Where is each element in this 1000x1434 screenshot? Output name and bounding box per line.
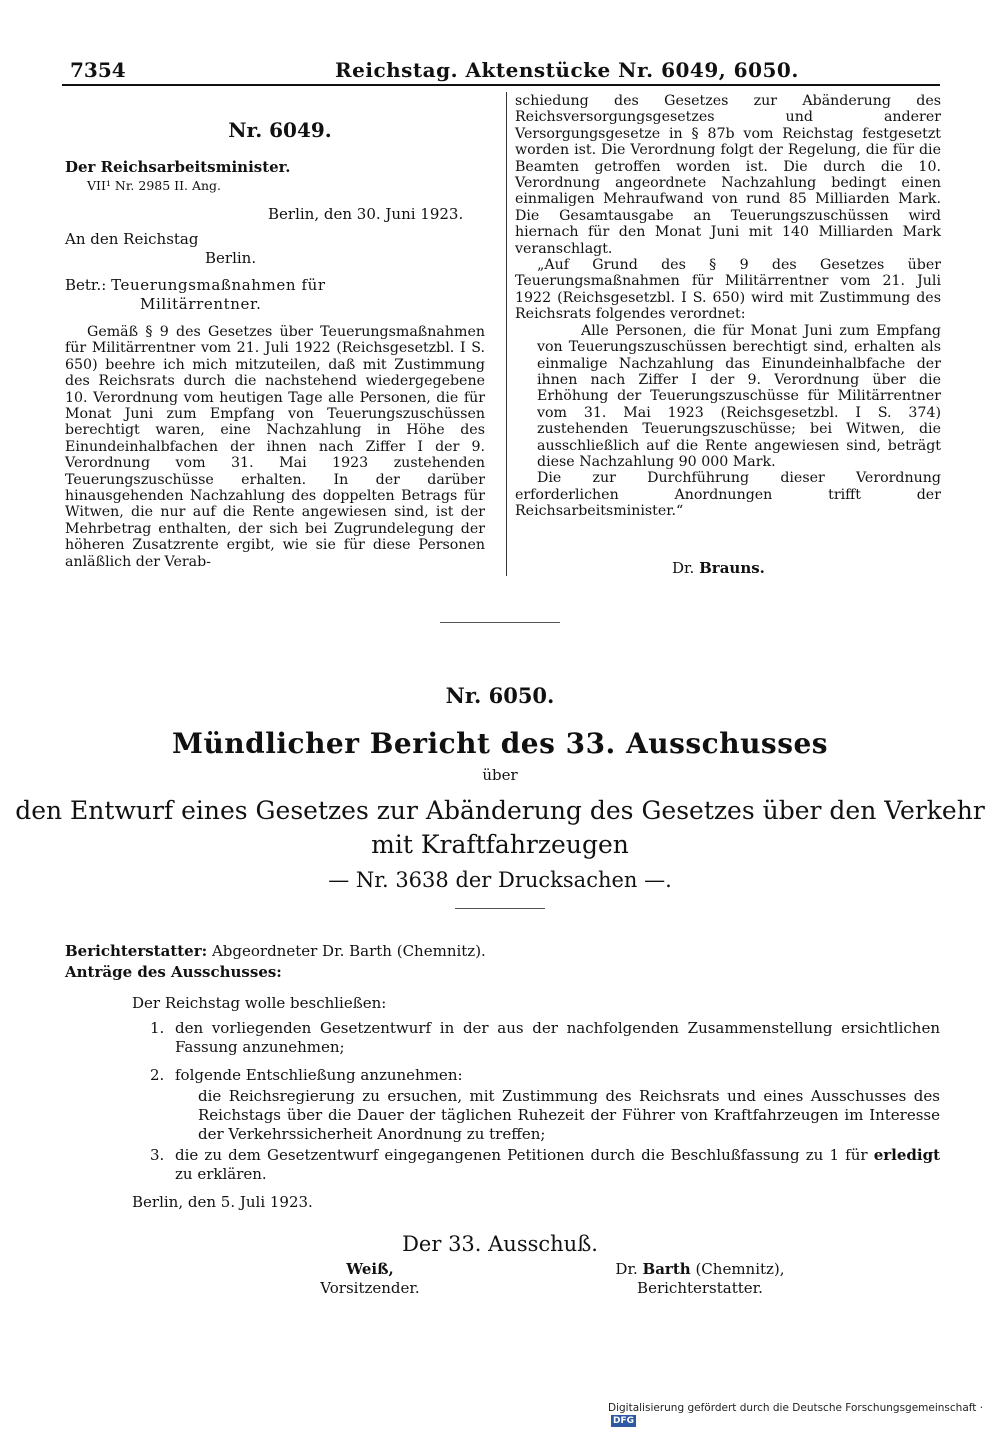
quote-body: Alle Personen, die für Monat Juni zum Empfang von Teuerungszuschüssen berechtigt sind, erhalten als einmalige Nachzahlung das Einundeinhalbfache der ihnen nach Ziffer I der 9. Verordnung über die Erhöhung der Teuerungszuschüsse für Militärrentner vom 31. Mai 1923 (Reichsgesetzbl. I S. 374) zustehenden Teuerungszuschüsse; bei Witwen, die ausschließlich auf die Rente angewiesen sind, beträgt diese Nachzahlung 90 000 Mark. xyxy=(537,322,941,470)
running-title: Reichstag. Aktenstücke Nr. 6049, 6050. xyxy=(335,58,799,82)
quote-end: Die zur Durchführung dieser Verordnung erforderlichen Anordnungen trifft der Reichsarbeitsminister.“ xyxy=(515,470,941,520)
rapporteur-role: Berichterstatter. xyxy=(637,1279,763,1297)
subject-title-1: den Entwurf eines Gesetzes zur Abänderung des Gesetzes über den Verkehr xyxy=(15,796,985,825)
rapporteur-line xyxy=(65,942,486,961)
place-date: Berlin, den 30. Juni 1923. xyxy=(268,205,464,223)
chair-role: Vorsitzender. xyxy=(320,1279,420,1297)
paragraph-1-left: Gemäß § 9 des Gesetzes über Teuerungsmaßnahmen für Militärrentner vom 21. Juli 1922 (Reichsgesetzbl. I S. 650) beehre ich mich mitzuteilen, daß mit Zustimmung des Reichsrats durch die nachstehend wiedergegebene 10. Verordnung vom heutigen Tage alle Personen, die für Monat Juni zum Empfang von Teuerungszuschüssen berechtigt waren, eine Nachzahlung in Höhe des Einundeinhalbfachen der ihnen nach Ziffer I der 9. Verordnung vom 31. Mai 1923 zustehenden Teuerungszuschüsse erhalten. In der darüber hinausgehenden Nachzahlung des doppelten Betrags für Witwen, die nur auf die Rente angewiesen sind, ist der Mehrbetrag enthalten, der sich bei Zugrundelegung der höheren Zusatzrente ergibt, wie sie für diese Personen anläßlich der Verab- xyxy=(65,324,485,570)
address-line-2: Berlin. xyxy=(205,249,257,267)
chair-name: Weiß, xyxy=(346,1260,394,1278)
rapporteur-signature: Dr. Barth (Chemnitz), Berichterstatter. xyxy=(580,1260,820,1298)
header-rule xyxy=(62,84,940,86)
signature-name: Brauns. xyxy=(699,559,765,577)
ueber: über xyxy=(482,766,518,784)
digitization-footer: Digitalisierung gefördert durch die Deutsche Forschungsgemeinschaft · DFG xyxy=(608,1402,984,1426)
resolution-text: die Reichsregierung zu ersuchen, mit Zustimmung des Reichsrats und eines Ausschusses des Reichstags über die Dauer der täglichen Ruhezeit der Führer von Kraftfahrzeugen im Interesse der Verkehrssicherheit Anordnung zu treffen; xyxy=(198,1087,940,1143)
doc-number-6050: Nr. 6050. xyxy=(445,683,555,708)
subject-line-2: Militärrentner. xyxy=(140,295,262,313)
chair-signature xyxy=(280,1260,460,1298)
rapporteur-name: Barth xyxy=(642,1260,691,1278)
committee-name: Der 33. Ausschuß. xyxy=(402,1232,598,1256)
address-line-1: An den Reichstag xyxy=(65,230,199,248)
rapporteur: Abgeordneter Dr. Barth (Chemnitz). xyxy=(211,942,486,960)
sender: Der Reichsarbeitsminister. xyxy=(65,158,291,176)
motions-intro: Der Reichstag wolle beschließen: xyxy=(132,994,387,1012)
left-column-text xyxy=(65,324,485,570)
quote-intro: „Auf Grund des § 9 des Gesetzes über Teuerungsmaßnahmen für Militärrentner vom 21. Juli 1922 (Reichsgesetzbl. I S. 650) wird mit Zustimmung des Reichsrats folgendes verordnet: xyxy=(515,257,941,323)
dfg-logo-icon: DFG xyxy=(613,1416,635,1426)
right-column-text xyxy=(515,93,941,520)
title-rule xyxy=(455,908,545,909)
report-date: Berlin, den 5. Juli 1923. xyxy=(132,1193,313,1211)
reference: VII¹ Nr. 2985 II. Ang. xyxy=(87,178,222,193)
signature-title: Dr. xyxy=(672,559,695,577)
subject-label: Betr.: xyxy=(65,276,107,294)
motions-label: Anträge des Ausschusses: xyxy=(65,963,282,981)
column-divider xyxy=(506,92,507,576)
report-title: Mündlicher Bericht des 33. Ausschusses xyxy=(171,727,829,760)
subject-title-2: mit Kraftfahrzeugen xyxy=(371,830,629,859)
subject-line-1: Teuerungsmaßnahmen für xyxy=(111,276,326,294)
doc-number-6049: Nr. 6049. xyxy=(228,118,332,142)
paragraph-1-right: schiedung des Gesetzes zur Abänderung des Reichsversorgungsgesetzes und anderer Versorgungsgesetze in § 87b vom Reichstag festgesetzt worden ist. Die Verordnung folgt der Regelung, die für die Beamten getroffen worden ist. Die durch die 10. Verordnung angeordnete Nachzahlung bedingt einen einmaligen Mehraufwand von rund 85 Milliarden Mark. Die Gesamtausgabe an Teuerungszuschüssen wird hiernach für den Monat Juni mit 140 Milliarden Mark veranschlagt. xyxy=(515,93,941,257)
rapporteur-label: Berichterstatter: xyxy=(65,942,208,960)
section-separator xyxy=(440,622,560,623)
subject xyxy=(65,276,326,294)
signature-brauns xyxy=(672,559,765,577)
drucksache: — Nr. 3638 der Drucksachen —. xyxy=(328,868,672,892)
page-number: 7354 xyxy=(70,58,126,82)
